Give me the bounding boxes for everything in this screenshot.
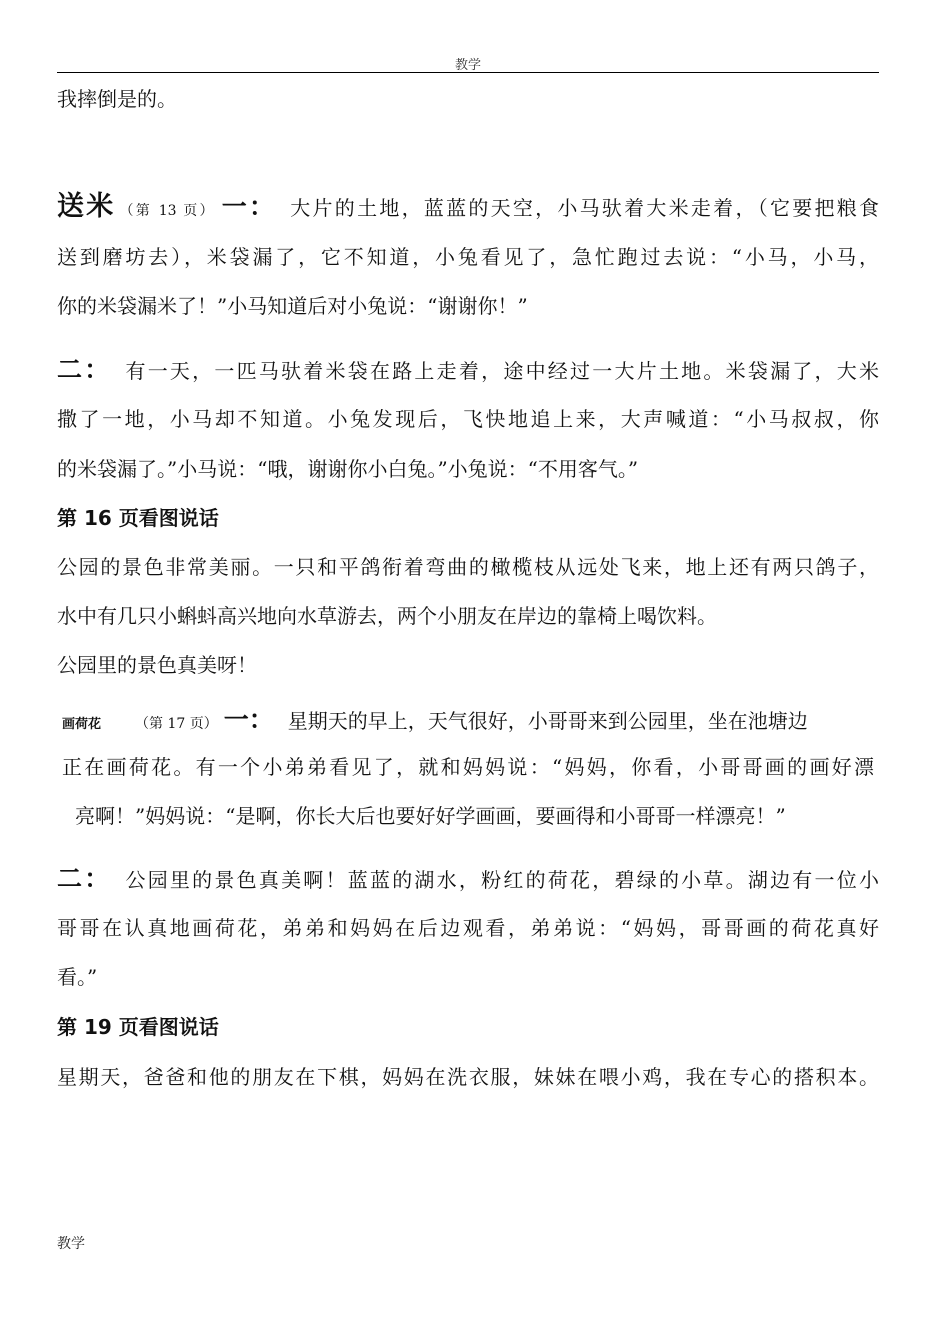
hehua-para2-line1 bbox=[57, 864, 879, 895]
songmi-para1-line1 bbox=[57, 192, 879, 226]
songmi-para2-line2: 撒了一地，小马却不知道。小兔发现后，飞快地追上来，大声喊道：“小马叔叔，你 bbox=[57, 407, 879, 431]
songmi-number-two: 二： bbox=[57, 355, 112, 384]
p19-line1: 星期天，爸爸和他的朋友在下棋，妈妈在洗衣服，妹妹在喂小鸡，我在专心的搭积本。 bbox=[57, 1065, 879, 1089]
p16-line3: 公园里的景色真美呀！ bbox=[57, 653, 257, 677]
hehua-number-two: 二： bbox=[57, 864, 112, 893]
songmi-page-ref: （第 13 页） bbox=[119, 203, 216, 219]
page-footer: 教学 bbox=[57, 1236, 85, 1252]
songmi-number-one: 一： bbox=[221, 192, 277, 221]
p19-heading: 第 19 页看图说话 bbox=[57, 1015, 219, 1039]
hehua-title: 画荷花 bbox=[62, 717, 102, 732]
page-header: 教学 bbox=[454, 58, 481, 73]
songmi-para2-line1 bbox=[57, 355, 879, 386]
songmi-para2-line3: 的米袋漏了。”小马说：“哦，谢谢你小白兔。”小兔说：“不用客气。” bbox=[57, 457, 639, 481]
hehua-para2-line2: 哥哥在认真地画荷花，弟弟和妈妈在后边观看，弟弟说：“妈妈，哥哥画的荷花真好 bbox=[57, 916, 879, 940]
hehua-page-ref: （第 17 页） bbox=[135, 716, 218, 732]
hehua-para2-text1: 公园里的景色真美啊！蓝蓝的湖水，粉红的荷花，碧绿的小草。湖边有一位小 bbox=[125, 868, 879, 892]
songmi-title: 送米 bbox=[57, 191, 116, 222]
songmi-para1-line3: 你的米袋漏米了！”小马知道后对小兔说：“谢谢你！” bbox=[57, 294, 528, 318]
header-rule bbox=[57, 72, 879, 73]
hehua-para1-text1: 星期天的早上，天气很好，小哥哥来到公园里，坐在池塘边 bbox=[287, 709, 808, 733]
p16-line1: 公园的景色非常美丽。一只和平鸽衔着弯曲的橄榄枝从远处飞来，地上还有两只鸽子， bbox=[57, 555, 879, 579]
songmi-para2-text1: 有一天，一匹马驮着米袋在路上走着，途中经过一大片土地。米袋漏了，大米 bbox=[125, 359, 879, 383]
p16-line2: 水中有几只小蝌蚪高兴地向水草游去，两个小朋友在岸边的靠椅上喝饮料。 bbox=[57, 604, 717, 628]
intro-line: 我摔倒是的。 bbox=[57, 87, 177, 111]
hehua-para1-line2: 正在画荷花。有一个小弟弟看见了，就和妈妈说：“妈妈，你看，小哥哥画的画好漂 bbox=[62, 755, 874, 779]
songmi-para1-line2: 送到磨坊去），米袋漏了，它不知道，小兔看见了，急忙跑过去说：“小马，小马， bbox=[57, 245, 879, 269]
hehua-para1-line3: 亮啊！”妈妈说：“是啊，你长大后也要好好学画画，要画得和小哥哥一样漂亮！” bbox=[75, 804, 786, 828]
p16-heading: 第 16 页看图说话 bbox=[57, 506, 219, 530]
hehua-para2-line3: 看。” bbox=[57, 965, 98, 989]
hehua-para1-line1 bbox=[62, 705, 874, 740]
hehua-number-one: 一： bbox=[223, 705, 274, 734]
songmi-para1-text1: 大片的土地，蓝蓝的天空，小马驮着大米走着，（它要把粮食 bbox=[290, 196, 879, 220]
